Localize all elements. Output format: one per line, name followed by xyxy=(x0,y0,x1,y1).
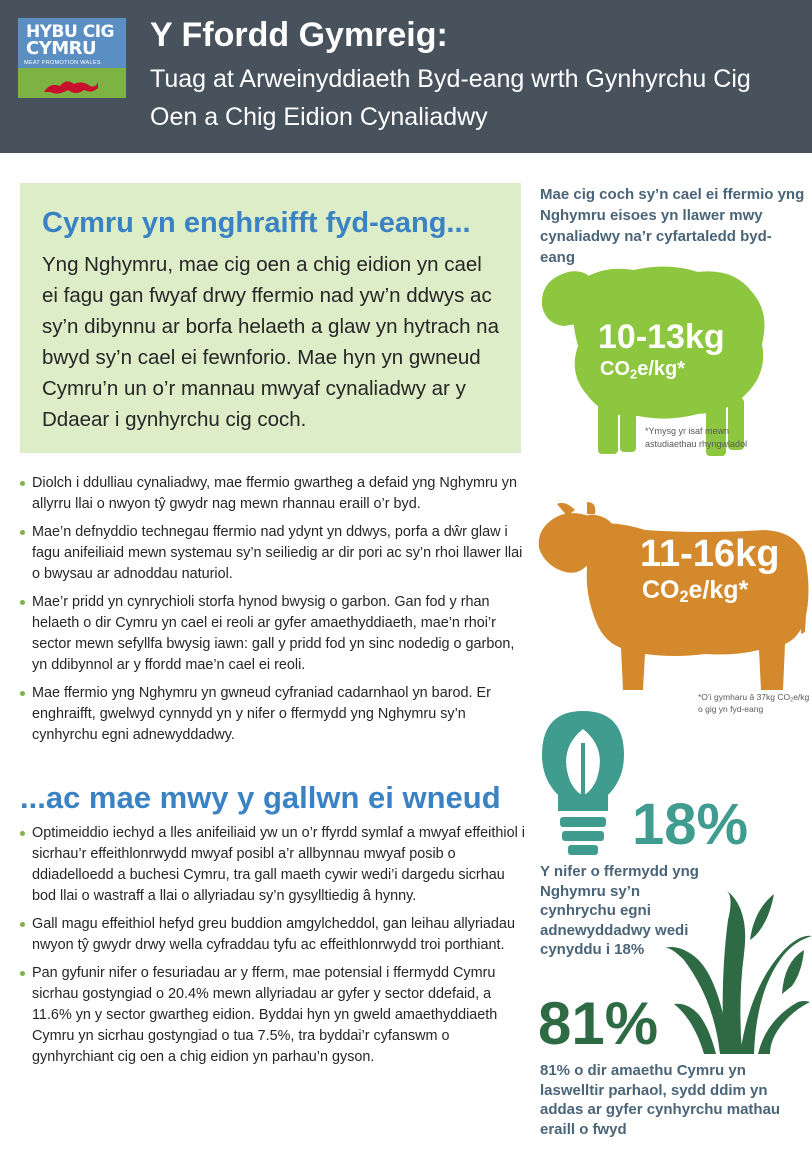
bullet-dot-icon xyxy=(20,481,25,486)
welsh-dragon-icon xyxy=(40,74,100,96)
sheep-footprint-unit: $CO_2e/kg*$ xyxy=(600,358,686,382)
cow-footprint-value: 11-16kg xyxy=(640,533,780,575)
bullet-dot-icon xyxy=(20,971,25,976)
bullet-dot-icon xyxy=(20,831,25,836)
lightbulb-leaf-icon xyxy=(538,707,628,867)
intro-heading: Cymru yn enghraifft fyd-eang... xyxy=(42,207,471,239)
list-item: Diolch i ddulliau cynaliadwy, mae ffermio gwartheg a defaid yng Nghymru yn allyrru llai o nwyon tŷ gwydr nag mewn rhannau eraill o’r byd. xyxy=(20,473,525,515)
right-intro: Mae cig coch sy’n cael ei ffermio yng Nghymru eisoes yn llawer mwy cynaliadwy na’r cyfartaledd byd-eang xyxy=(540,186,805,266)
list-item: Pan gyfunir nifer o fesuriadau ar y fferm, mae potensial i ffermydd Cymru sicrhau gostyngiad o 20.4% mewn allyriadau ar gyfer y sector ddefaid, a 11.6% yn y sector gwartheg eidion. Byddai hyn yn gweld amaethyddiaeth Cymru yn sicrhau gostyngiad o tua 7.5%, tra byddai’r cyfanswm o gynhyrchiant cig oen a chig eidion yn parhau’n gyson. xyxy=(20,963,525,1068)
sheep-footnote: *Ymysg yr isaf mewn astudiaethau rhyngwladol xyxy=(645,426,748,449)
intro-text: Yng Nghymru, mae cig oen a chig eidion yn cael ei fagu gan fwyaf drwy ffermio nad yw’n ddwys ac sy’n dibynnu ar borfa helaeth a glaw yn hytrach na bwyd sy’n cael ei fewnforio. Mae hyn yn gwneud Cymru’n un o’r mannau mwyaf cynaliadwy ar y Ddaear i gynhyrchu cig coch. xyxy=(42,253,499,431)
renewable-percentage: 18% xyxy=(632,792,749,857)
cow-footnote: *O’i gymharu â 37kg $CO_2e/kg$ o gig yn fyd-eang xyxy=(698,692,810,714)
improvements-list xyxy=(20,823,525,1075)
list-item: Gall magu effeithiol hefyd greu buddion amgylcheddol, gan leihau allyriadau nwyon tŷ gwydr drwy wella cyfraddau tyfu ac effeithlonrwydd troi porthiant. xyxy=(20,914,525,956)
list-item: Optimeiddio iechyd a lles anifeiliaid yw un o’r ffyrdd symlaf a mwyaf effeithiol i sicrhau’r effeithlonrwydd mwyaf posibl a’r allbynnau mwyaf posib o ddiadelloedd a buchesi Cymru, tra gall maeth cywir wedi’i dargedu sicrhau bod llai o wastraff a llai o allyriadau sy’n gysylltiedig â hynny. xyxy=(20,823,525,907)
renewable-caption: Y nifer o ffermydd yng Nghymru sy’n cynhrychu egni adnewyddadwy wedi cynyddu i 18% xyxy=(540,863,699,958)
logo-line1: HYBU CIG xyxy=(26,22,114,42)
bullet-dot-icon xyxy=(20,691,25,696)
logo-line2: CYMRU xyxy=(26,38,97,59)
bullet-dot-icon xyxy=(20,922,25,927)
page-subtitle: Tuag at Arweinyddiaeth Byd-eang wrth Gynhyrchu Cig Oen a Chig Eidion Cynaliadwy xyxy=(150,65,751,131)
grassland-caption: 81% o dir amaethu Cymru yn laswelltir parhaol, sydd ddim yn addas ar gyfer cynhyrchu mathau eraill o fwyd xyxy=(540,1062,781,1138)
benefits-list xyxy=(20,473,525,753)
intro-box xyxy=(20,183,521,453)
list-item: Mae’n defnyddio technegau ffermio nad ydynt yn ddwys, porfa a dŵr glaw i fagu anifeiliaid mewn systemau sy’n seiliedig ar dir pori ac sy’n rhoi llawer llai o bwysau ar adnoddau naturiol. xyxy=(20,522,525,585)
bullet-dot-icon xyxy=(20,600,25,605)
bullet-dot-icon xyxy=(20,530,25,535)
cow-footprint-unit: $CO_2e/kg*$ xyxy=(642,576,749,607)
sheep-footprint-value: 10-13kg xyxy=(598,318,725,356)
grass-tufts-icon xyxy=(664,890,812,1054)
list-item: Mae ffermio yng Nghymru yn gwneud cyfraniad cadarnhaol yn barod. Er enghraifft, gwelwyd cynnydd yn y nifer o ffermydd yng Nghymru sy’n cynhyrchu egni adnewyddadwy. xyxy=(20,683,525,746)
page-title: Y Ffordd Gymreig: xyxy=(150,16,448,54)
section2-heading: ...ac mae mwy y gallwn ei wneud xyxy=(20,780,501,815)
list-item: Mae’r pridd yn cynrychioli storfa hynod bwysig o garbon. Gan fod y rhan helaeth o dir Cymru yn cael ei reoli ar gyfer amaethyddiaeth, mae’n rhoi’r sector mewn sefyllfa bwysig iawn: gall y pridd fod yn sinc nodedig o garbon, yn ddibynnol ar y ffordd mae’n cael ei reoli. xyxy=(20,592,525,676)
logo-tagline: MEAT PROMOTION WALES xyxy=(24,60,101,66)
hybu-cig-cymru-logo[interactable] xyxy=(18,18,126,98)
header xyxy=(0,0,812,153)
grassland-percentage: 81% xyxy=(538,990,659,1057)
